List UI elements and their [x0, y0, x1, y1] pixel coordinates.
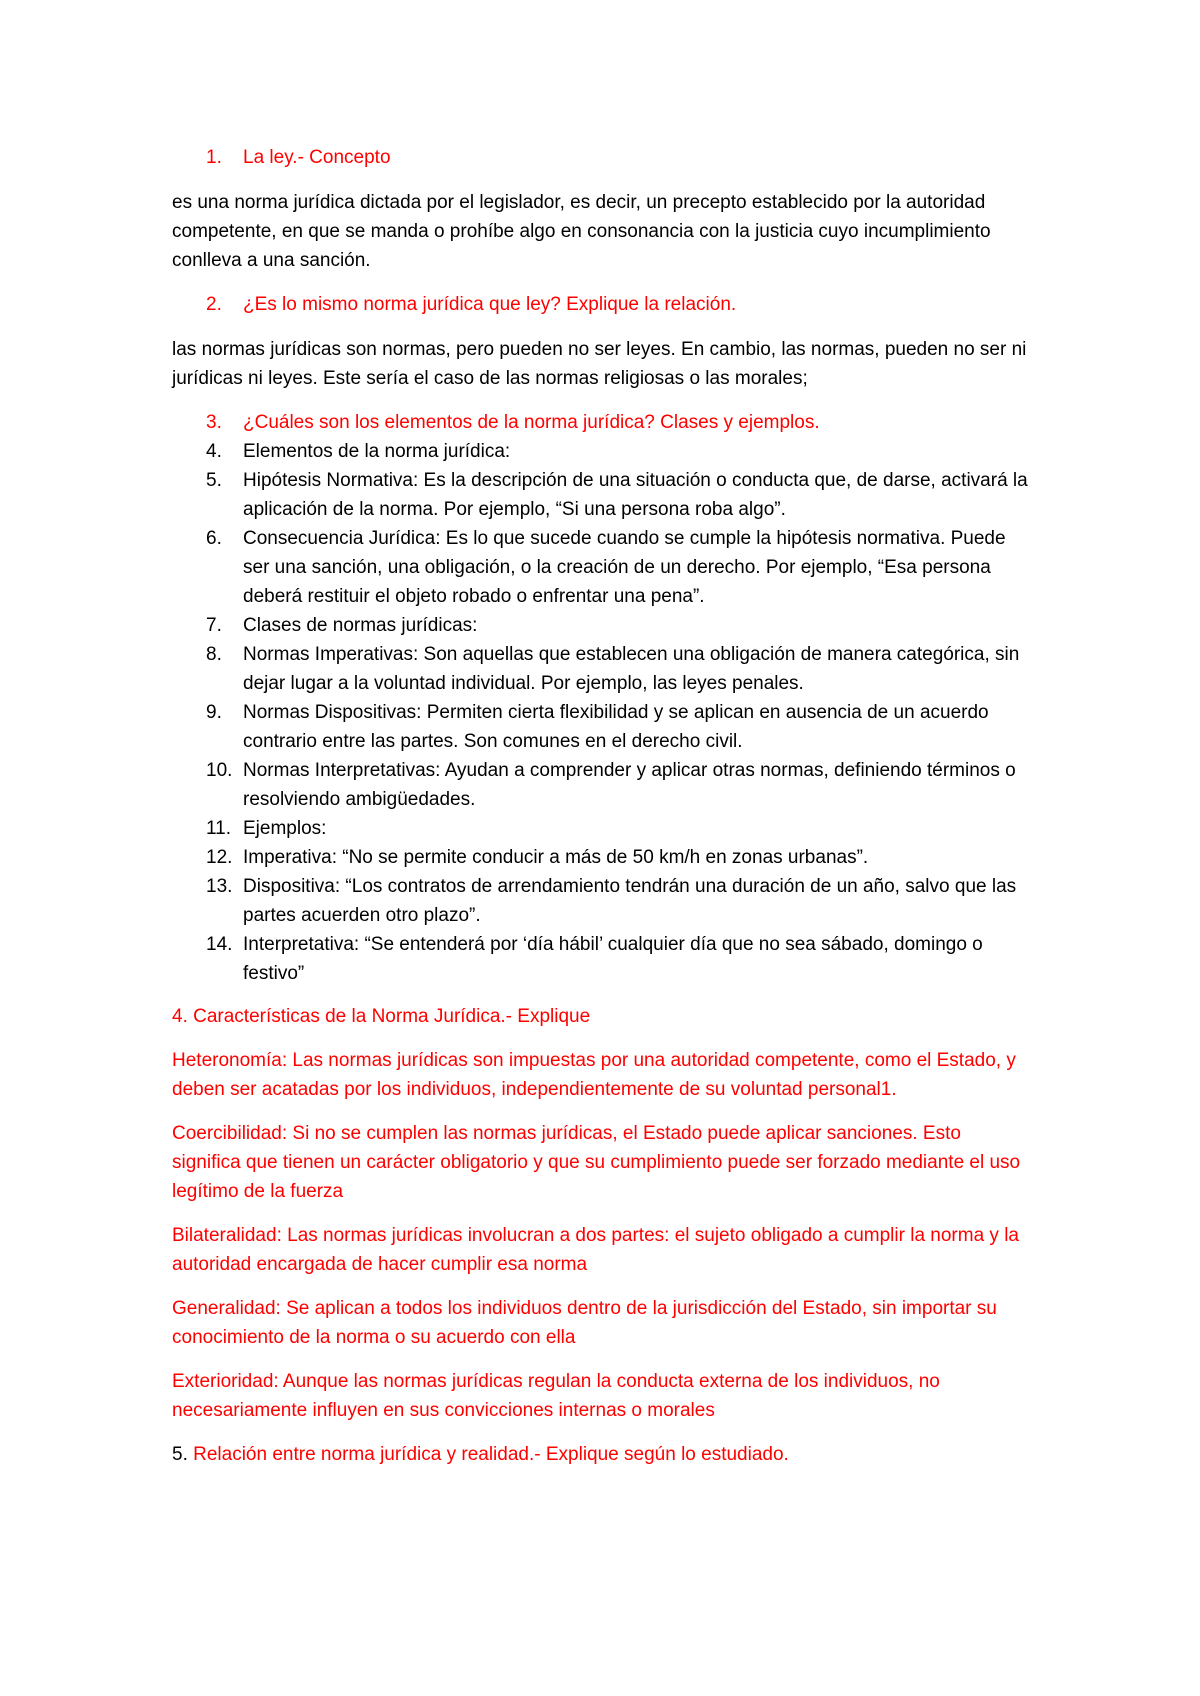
section-4-title: 4. Características de la Norma Jurídica.- Explique	[172, 1006, 591, 1027]
section-2-heading	[172, 290, 1030, 319]
section-1-heading	[172, 143, 1030, 172]
list-item-text: Ejemplos:	[243, 818, 327, 839]
list-item-number: 8.	[206, 644, 222, 665]
list-item	[172, 930, 1030, 988]
section-1-title: La ley.- Concepto	[243, 147, 391, 168]
list-item	[172, 872, 1030, 930]
list-item-number: 9.	[206, 702, 222, 723]
list-item	[172, 640, 1030, 698]
section-1-number: 1.	[206, 147, 222, 168]
list-item-number: 7.	[206, 615, 222, 636]
list-item-number: 6.	[206, 528, 222, 549]
section-2-number: 2.	[206, 294, 222, 315]
characteristic-paragraph: Bilateralidad: Las normas jurídicas involucran a dos partes: el sujeto obligado a cumplir la norma y la autoridad encargada de hacer cumplir esa norma	[172, 1225, 1019, 1275]
list-item-text: Normas Interpretativas: Ayudan a comprender y aplicar otras normas, definiendo términos o resolviendo ambigüedades.	[243, 760, 1016, 810]
list-item-number: 14.	[206, 934, 233, 955]
list-item-number: 11.	[206, 818, 232, 839]
section-3-number: 3.	[206, 412, 222, 433]
characteristic-paragraph: Exterioridad: Aunque las normas jurídicas regulan la conducta externa de los individuos, no necesariamente influyen en sus convicciones internas o morales	[172, 1371, 940, 1421]
list-item-text: Consecuencia Jurídica: Es lo que sucede cuando se cumple la hipótesis normativa. Puede ser una sanción, una obligación, o la creación de un derecho. Por ejemplo, “Esa persona deberá restituir el objeto robado o enfrentar una pena”.	[243, 528, 1006, 607]
list-item-number: 5.	[206, 470, 222, 491]
list-item-number: 13.	[206, 876, 233, 897]
list-item-number: 10.	[206, 760, 233, 781]
list-item-text: Dispositiva: “Los contratos de arrendamiento tendrán una duración de un año, salvo que las partes acuerden otro plazo”.	[243, 876, 1017, 926]
list-item	[172, 466, 1030, 524]
list-item	[172, 611, 1030, 640]
list-item-text: Clases de normas jurídicas:	[243, 615, 478, 636]
section-3-list	[172, 408, 1030, 988]
list-item	[172, 698, 1030, 756]
section-2-body: las normas jurídicas son normas, pero pueden no ser leyes. En cambio, las normas, pueden no ser ni jurídicas ni leyes. Este sería el caso de las normas religiosas o las morales;	[172, 339, 1027, 389]
list-item-number: 12.	[206, 847, 233, 868]
list-item-text: Interpretativa: “Se entenderá por ‘día hábil’ cualquier día que no sea sábado, domingo o festivo”	[243, 934, 983, 984]
list-item	[172, 524, 1030, 611]
characteristic-paragraph: Generalidad: Se aplican a todos los individuos dentro de la jurisdicción del Estado, sin importar su conocimiento de la norma o su acuerdo con ella	[172, 1298, 997, 1348]
section-3-title: ¿Cuáles son los elementos de la norma jurídica? Clases y ejemplos.	[243, 412, 820, 433]
list-item	[172, 814, 1030, 843]
list-item	[172, 756, 1030, 814]
section-5-title: Relación entre norma jurídica y realidad.- Explique según lo estudiado.	[187, 1444, 789, 1465]
list-item-text: Elementos de la norma jurídica:	[243, 441, 511, 462]
list-item	[172, 843, 1030, 872]
section-5-heading	[172, 1440, 1030, 1469]
list-item-text: Normas Imperativas: Son aquellas que establecen una obligación de manera categórica, sin dejar lugar a la voluntad individual. Por ejemplo, las leyes penales.	[243, 644, 1020, 694]
section-2-title: ¿Es lo mismo norma jurídica que ley? Explique la relación.	[243, 294, 737, 315]
section-5-number: 5.	[172, 1444, 188, 1465]
list-item-text: Imperativa: “No se permite conducir a más de 50 km/h en zonas urbanas”.	[243, 847, 869, 868]
characteristic-paragraph: Coercibilidad: Si no se cumplen las normas jurídicas, el Estado puede aplicar sanciones. Esto significa que tienen un carácter obligatorio y que su cumplimiento puede ser forzado mediante el uso legítimo de la fuerza	[172, 1123, 1021, 1202]
list-item-text: Hipótesis Normativa: Es la descripción de una situación o conducta que, de darse, activará la aplicación de la norma. Por ejemplo, “Si una persona roba algo”.	[243, 470, 1028, 520]
list-item	[172, 437, 1030, 466]
section-1-body: es una norma jurídica dictada por el legislador, es decir, un precepto establecido por la autoridad competente, en que se manda o prohíbe algo en consonancia con la justicia cuyo incumplimiento conlleva a una sanción.	[172, 192, 991, 271]
section-3-heading	[172, 408, 1030, 437]
list-item-text: Normas Dispositivas: Permiten cierta flexibilidad y se aplican en ausencia de un acuerdo contrario entre las partes. Son comunes en el derecho civil.	[243, 702, 989, 752]
characteristic-paragraph: Heteronomía: Las normas jurídicas son impuestas por una autoridad competente, como el Estado, y deben ser acatadas por los individuos, independientemente de su voluntad personal1.	[172, 1050, 1016, 1100]
list-item-number: 4.	[206, 441, 222, 462]
